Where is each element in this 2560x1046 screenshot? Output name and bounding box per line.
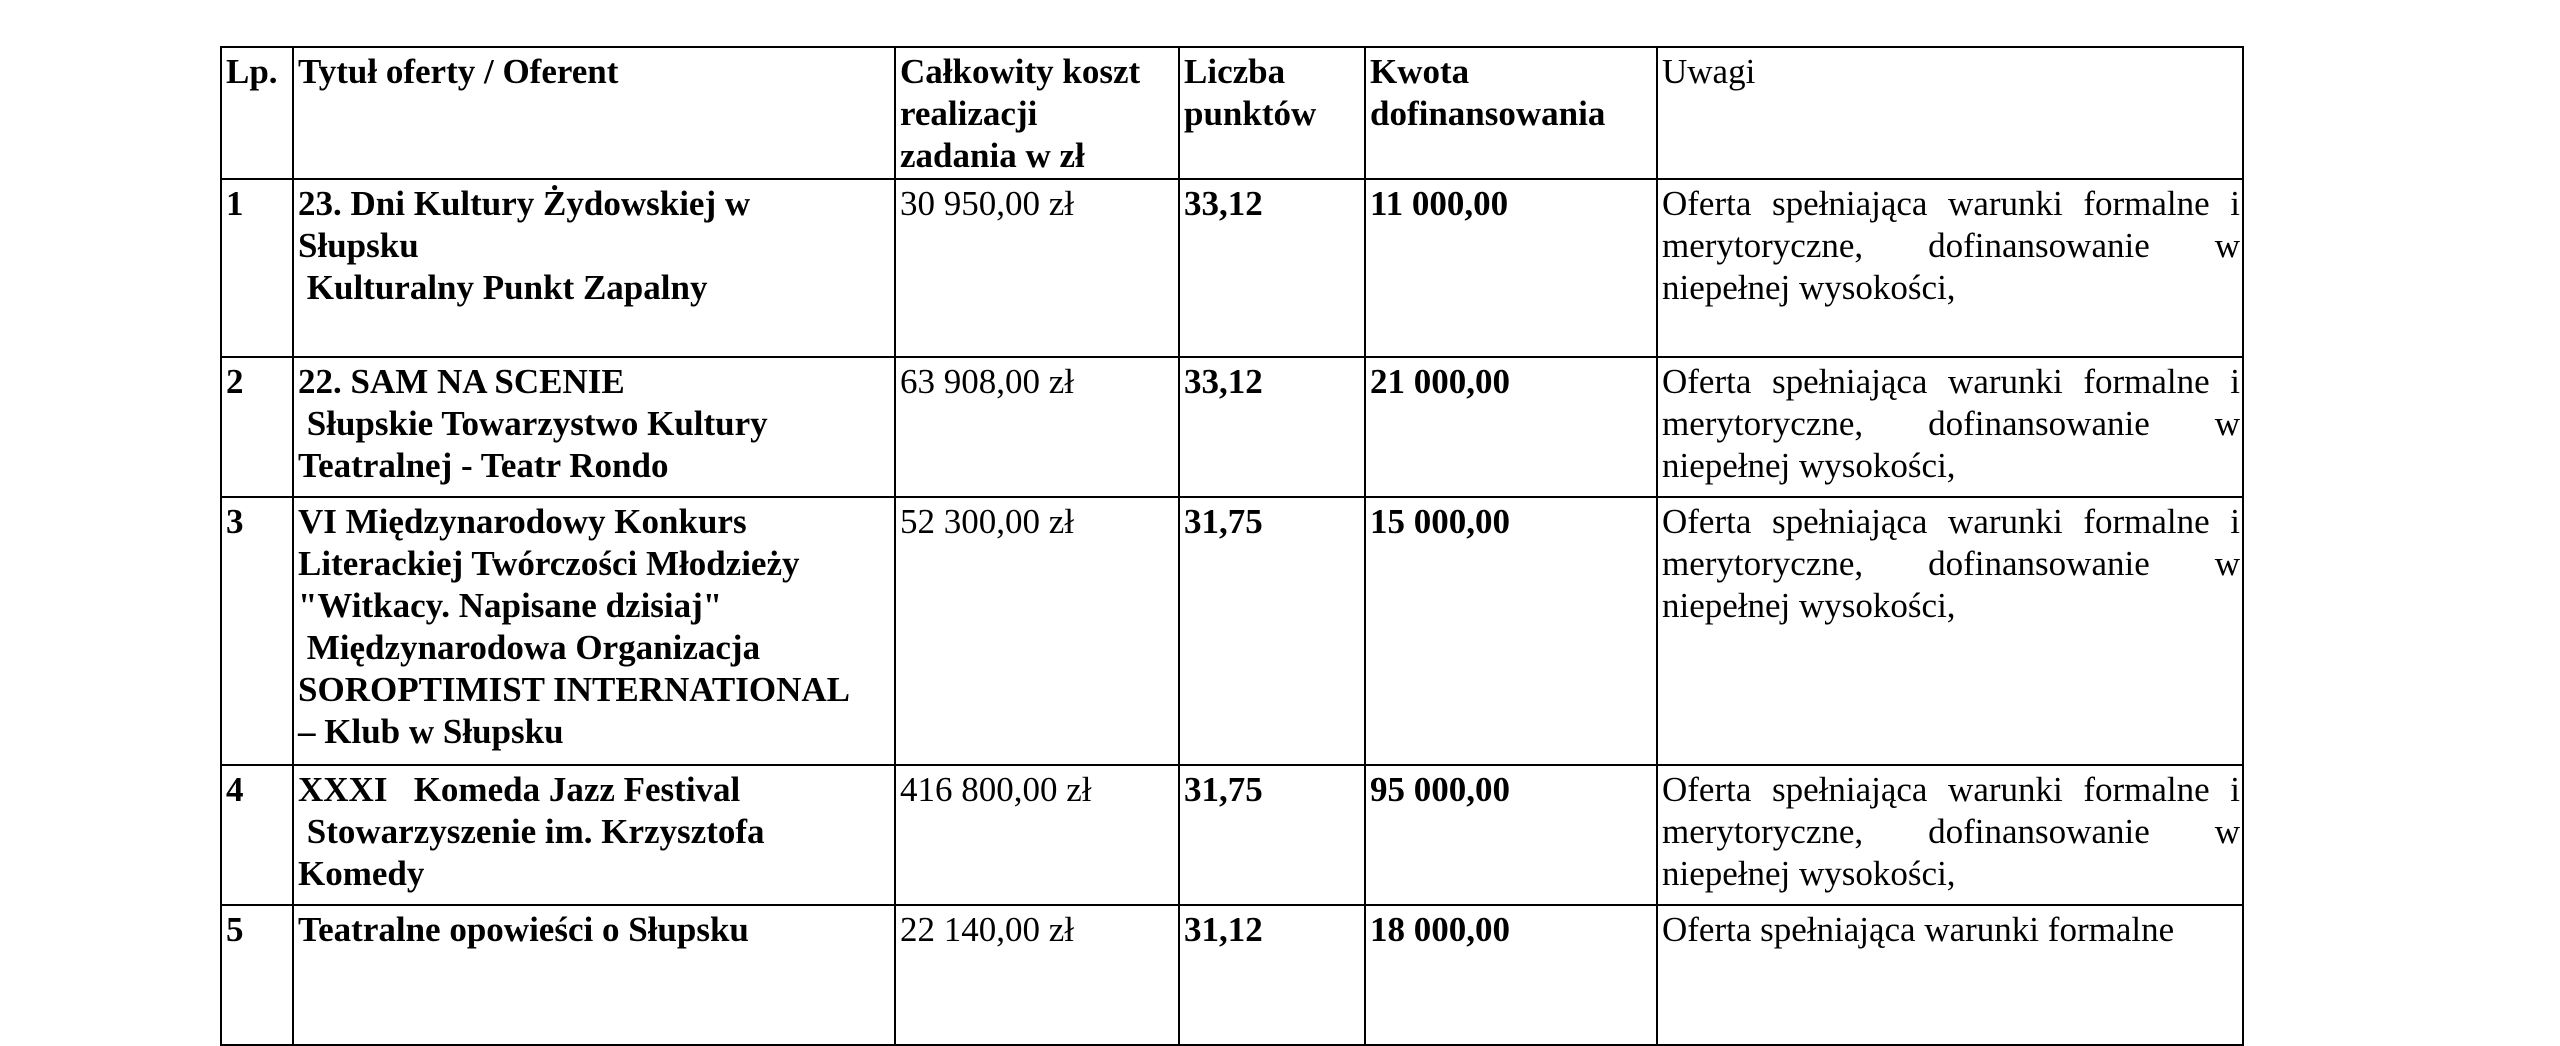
table-row: [221, 765, 2243, 905]
row-lp: 4: [221, 765, 293, 905]
row-title: VI Międzynarodowy Konkurs Literackiej Twórczości Młodzieży "Witkacy. Napisane dzisiaj" Międzynarodowa Organizacja SOROPTIMIST INTERNATIONAL – Klub w Słupsku: [293, 497, 895, 765]
row-cost: 22 140,00 zł: [895, 905, 1179, 1045]
table-header-row: [221, 47, 2243, 179]
header-title: Tytuł oferty / Oferent: [293, 47, 895, 179]
row-lp: 5: [221, 905, 293, 1045]
row-amount: 11 000,00: [1365, 179, 1657, 357]
row-title: Teatralne opowieści o Słupsku: [293, 905, 895, 1045]
row-notes: Oferta spełniająca warunki formalne i merytoryczne, dofinansowanie w niepełnej wysokości,: [1657, 357, 2243, 497]
row-cost: 30 950,00 zł: [895, 179, 1179, 357]
table-row: [221, 497, 2243, 765]
row-amount: 95 000,00: [1365, 765, 1657, 905]
row-cost: 52 300,00 zł: [895, 497, 1179, 765]
row-title: XXXI Komeda Jazz Festival Stowarzyszenie im. Krzysztofa Komedy: [293, 765, 895, 905]
row-cost: 416 800,00 zł: [895, 765, 1179, 905]
row-points: 31,75: [1179, 497, 1365, 765]
row-amount: 18 000,00: [1365, 905, 1657, 1045]
row-points: 33,12: [1179, 357, 1365, 497]
row-notes: Oferta spełniająca warunki formalne: [1657, 905, 2243, 1045]
header-notes: Uwagi: [1657, 47, 2243, 179]
row-points: 33,12: [1179, 179, 1365, 357]
row-points: 31,12: [1179, 905, 1365, 1045]
table-row: [221, 905, 2243, 1045]
header-amount: Kwota dofinansowania: [1365, 47, 1657, 179]
row-lp: 1: [221, 179, 293, 357]
row-lp: 2: [221, 357, 293, 497]
row-title: 23. Dni Kultury Żydowskiej w Słupsku Kulturalny Punkt Zapalny: [293, 179, 895, 357]
row-notes: Oferta spełniająca warunki formalne i merytoryczne, dofinansowanie w niepełnej wysokości,: [1657, 765, 2243, 905]
header-lp: Lp.: [221, 47, 293, 179]
row-amount: 21 000,00: [1365, 357, 1657, 497]
table-row: [221, 357, 2243, 497]
table-row: [221, 179, 2243, 357]
results-table: [220, 46, 2244, 1046]
row-title: 22. SAM NA SCENIE Słupskie Towarzystwo Kultury Teatralnej - Teatr Rondo: [293, 357, 895, 497]
header-cost: Całkowity koszt realizacji zadania w zł: [895, 47, 1179, 179]
row-cost: 63 908,00 zł: [895, 357, 1179, 497]
row-lp: 3: [221, 497, 293, 765]
row-points: 31,75: [1179, 765, 1365, 905]
header-points: Liczba punktów: [1179, 47, 1365, 179]
row-amount: 15 000,00: [1365, 497, 1657, 765]
row-notes: Oferta spełniająca warunki formalne i merytoryczne, dofinansowanie w niepełnej wysokości,: [1657, 497, 2243, 765]
row-notes: Oferta spełniająca warunki formalne i merytoryczne, dofinansowanie w niepełnej wysokości,: [1657, 179, 2243, 357]
results-table-container: [220, 46, 2244, 1046]
